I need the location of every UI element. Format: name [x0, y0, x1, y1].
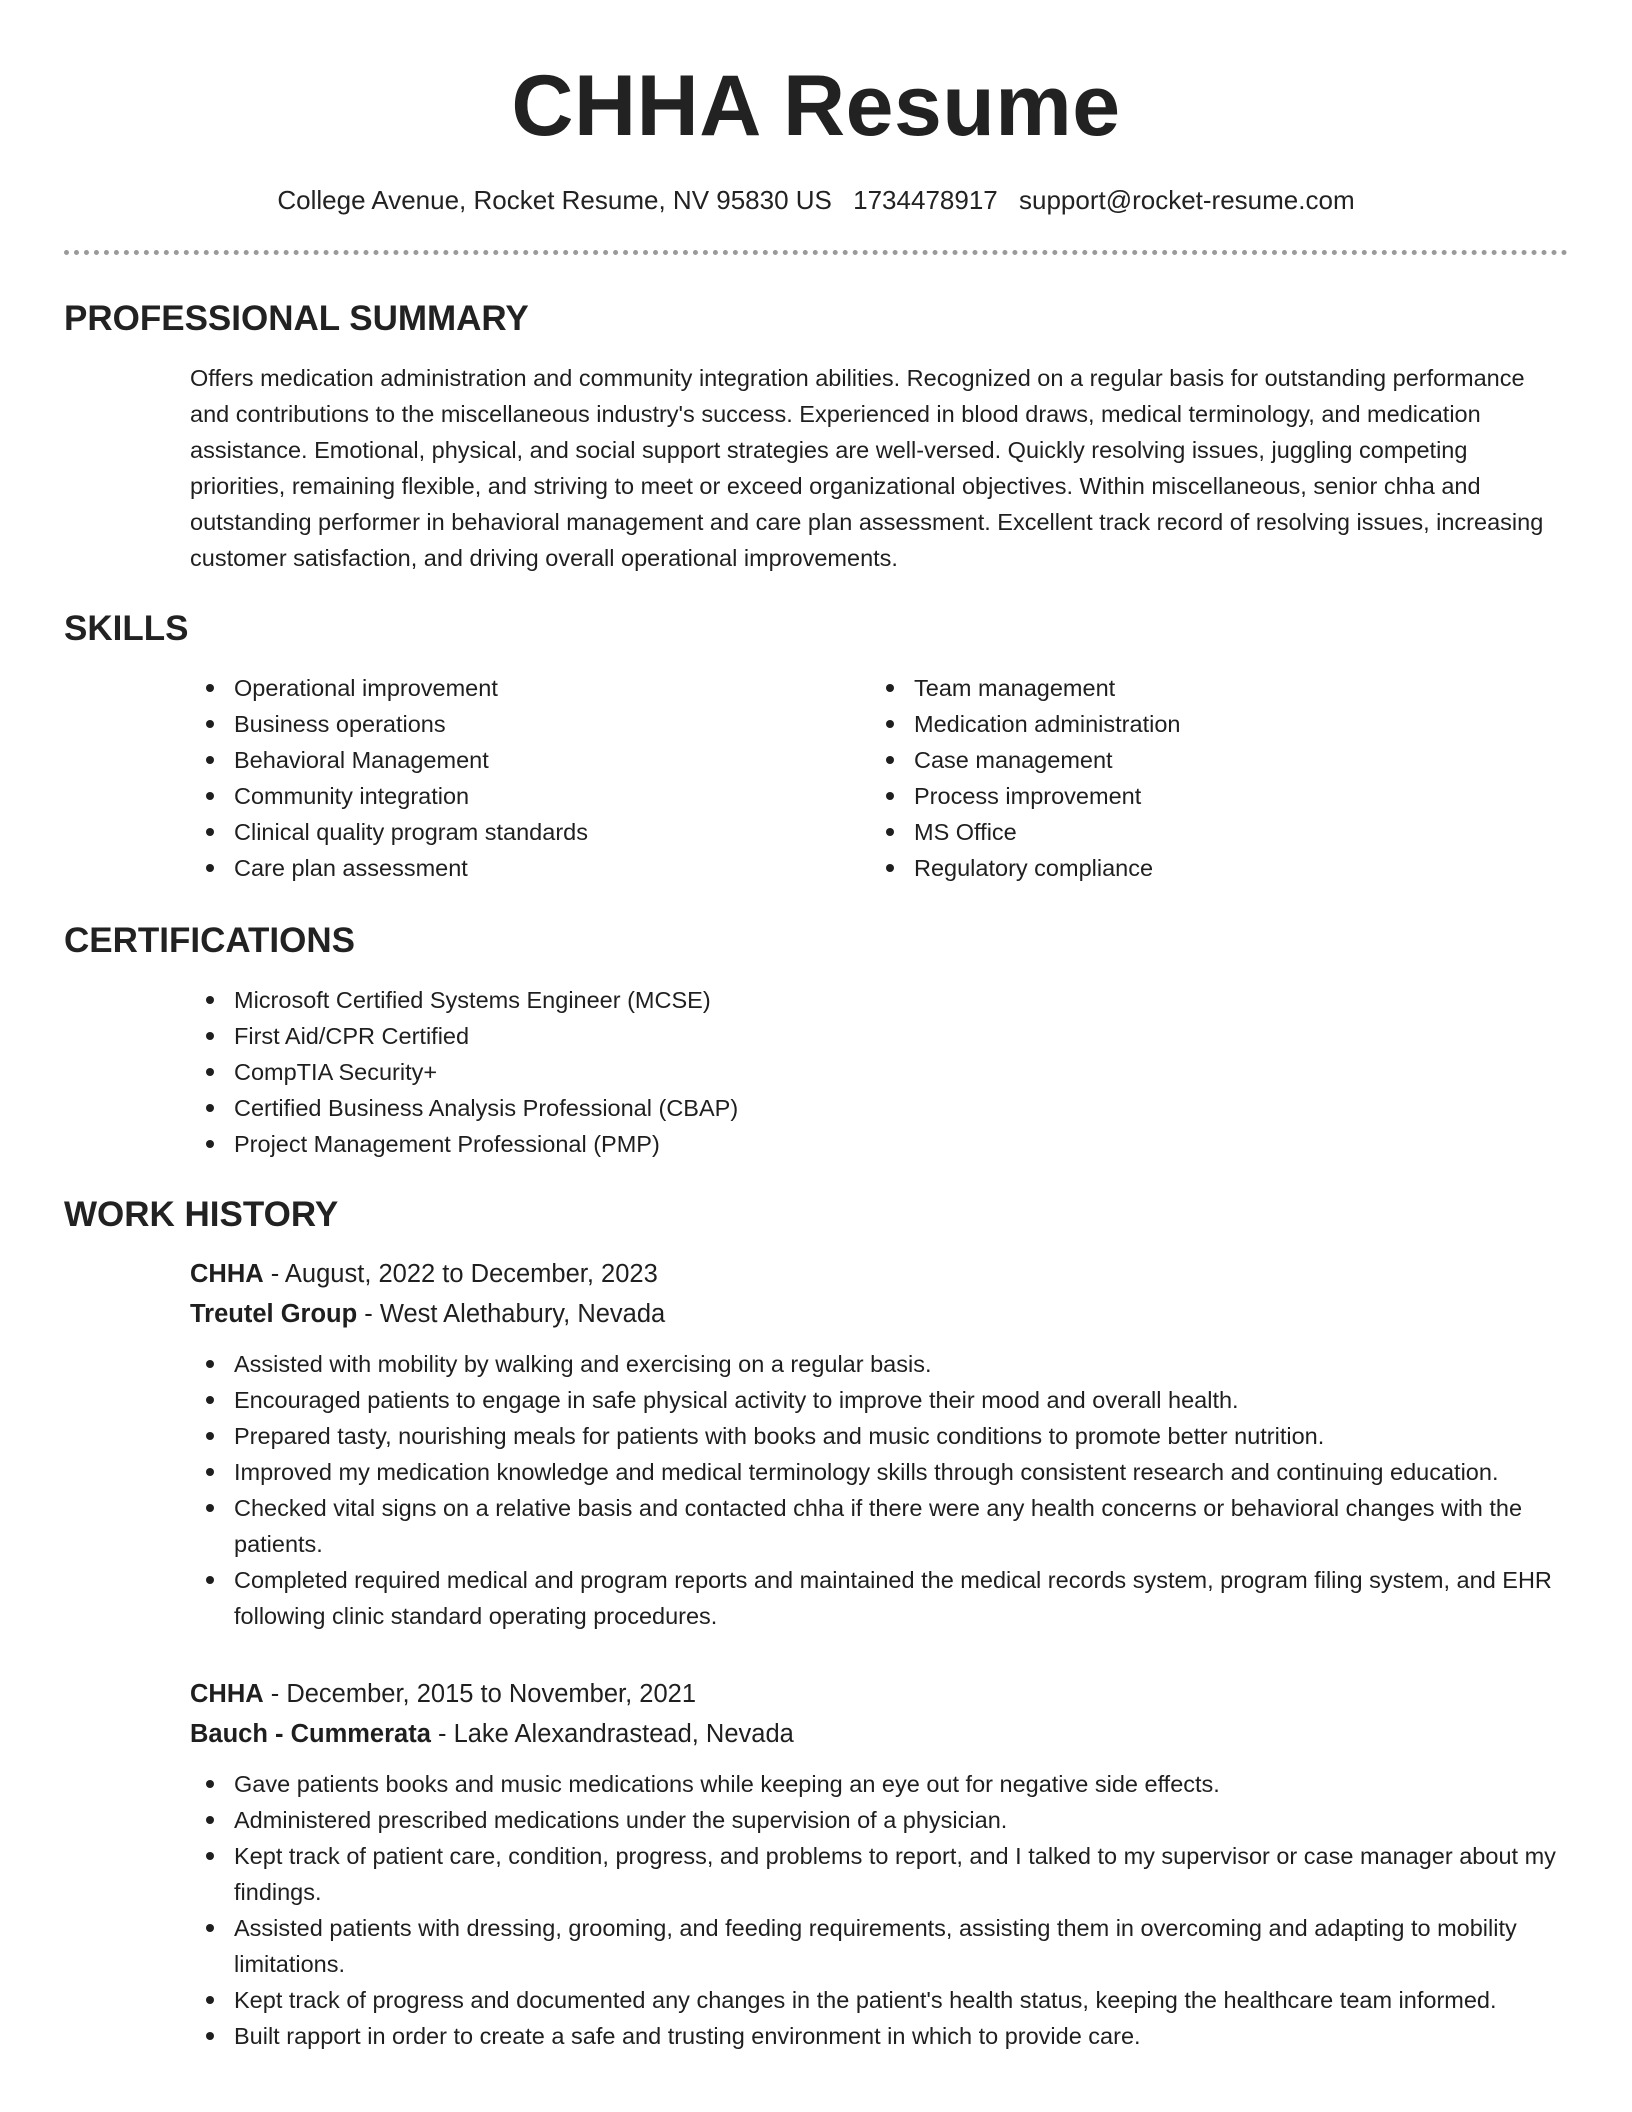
- skills-list-right: [870, 670, 1550, 886]
- job-bullet: Prepared tasty, nourishing meals for patients with books and music conditions to promote better nutrition.: [190, 1418, 1568, 1454]
- certification-item: First Aid/CPR Certified: [190, 1018, 1568, 1054]
- contact-phone: 1734478917: [853, 185, 998, 215]
- job-location: - West Alethabury, Nevada: [357, 1300, 666, 1328]
- job-bullet: Kept track of progress and documented any changes in the patient's health status, keeping the healthcare team informed.: [190, 1982, 1568, 2018]
- job-bullet: Improved my medication knowledge and medical terminology skills through consistent research and continuing education.: [190, 1454, 1568, 1490]
- job-title: CHHA: [190, 1680, 264, 1708]
- certification-item: Project Management Professional (PMP): [190, 1126, 1568, 1162]
- skill-item: Operational improvement: [190, 670, 870, 706]
- job-bullet: Administered prescribed medications under the supervision of a physician.: [190, 1802, 1568, 1838]
- skills-grid: [190, 670, 1568, 886]
- job-bullets: [190, 1346, 1568, 1634]
- skill-item: Team management: [870, 670, 1550, 706]
- skill-item: Business operations: [190, 706, 870, 742]
- job-title: CHHA: [190, 1260, 264, 1288]
- certifications-section: [64, 920, 1568, 1162]
- job-bullets: [190, 1766, 1568, 2054]
- summary-text: Offers medication administration and community integration abilities. Recognized on a regular basis for outstanding performance and contributions to the miscellaneous industry's success. Experienced in blood draws, medical terminology, and medication assistance. Emotional, physical, and social support strategies are well-versed. Quickly resolving issues, juggling competing priorities, remaining flexible, and striving to meet or exceed organizational objectives. Within miscellaneous, senior chha and outstanding performer in behavioral management and care plan assessment. Excellent track record of resolving issues, increasing customer satisfaction, and driving overall operational improvements.: [190, 365, 1544, 571]
- certification-item: CompTIA Security+: [190, 1054, 1568, 1090]
- certification-item: Microsoft Certified Systems Engineer (MCSE): [190, 982, 1568, 1018]
- job-company: Treutel Group: [190, 1300, 358, 1328]
- resume-title: CHHA Resume: [511, 58, 1121, 154]
- skill-item: Regulatory compliance: [870, 850, 1550, 886]
- job-bullet: Assisted patients with dressing, grooming, and feeding requirements, assisting them in overcoming and adapting to mobility limitations.: [190, 1910, 1568, 1982]
- job-dates: - August, 2022 to December, 2023: [263, 1260, 658, 1288]
- skill-item: Community integration: [190, 778, 870, 814]
- skills-heading: SKILLS: [64, 609, 189, 648]
- job-bullet: Kept track of patient care, condition, progress, and problems to report, and I talked to my supervisor or case manager about my findings.: [190, 1838, 1568, 1910]
- skill-item: Case management: [870, 742, 1550, 778]
- skill-item: Behavioral Management: [190, 742, 870, 778]
- skill-item: Process improvement: [870, 778, 1550, 814]
- contact-email: support@rocket-resume.com: [1018, 185, 1355, 215]
- job-company: Bauch - Cummerata: [190, 1720, 431, 1748]
- job-title-line: [190, 1674, 1568, 1714]
- job-bullet: Encouraged patients to engage in safe physical activity to improve their mood and overall health.: [190, 1382, 1568, 1418]
- job-entry: [190, 1674, 1568, 2054]
- certification-item: Certified Business Analysis Professional (CBAP): [190, 1090, 1568, 1126]
- job-title-line: [190, 1254, 1568, 1294]
- job-bullet: Assisted with mobility by walking and exercising on a regular basis.: [190, 1346, 1568, 1382]
- job-location: - Lake Alexandrastead, Nevada: [430, 1720, 794, 1748]
- work-history-heading: WORK HISTORY: [64, 1195, 339, 1234]
- job-bullet: Gave patients books and music medications while keeping an eye out for negative side effects.: [190, 1766, 1568, 1802]
- work-history-section: [64, 1194, 1568, 2054]
- job-dates: - December, 2015 to November, 2021: [263, 1680, 697, 1708]
- skill-item: Care plan assessment: [190, 850, 870, 886]
- certifications-heading: CERTIFICATIONS: [64, 921, 356, 960]
- certifications-list: [190, 982, 1568, 1162]
- contact-line: [0, 184, 1632, 216]
- job-entry: [190, 1254, 1568, 1634]
- job-bullet: Completed required medical and program reports and maintained the medical records system, program filing system, and EHR following clinic standard operating procedures.: [190, 1562, 1568, 1634]
- job-company-line: [190, 1714, 1568, 1754]
- skills-section: [64, 608, 1568, 886]
- skill-item: Medication administration: [870, 706, 1550, 742]
- header-divider: [64, 250, 1568, 255]
- skill-item: MS Office: [870, 814, 1550, 850]
- skills-list-left: [190, 670, 870, 886]
- summary-section: [64, 298, 1568, 576]
- job-bullet: Checked vital signs on a relative basis and contacted chha if there were any health concerns or behavioral changes with the patients.: [190, 1490, 1568, 1562]
- contact-address: College Avenue, Rocket Resume, NV 95830 US: [277, 185, 832, 215]
- job-company-line: [190, 1294, 1568, 1334]
- summary-heading: PROFESSIONAL SUMMARY: [64, 299, 529, 338]
- skill-item: Clinical quality program standards: [190, 814, 870, 850]
- job-bullet: Built rapport in order to create a safe and trusting environment in which to provide care.: [190, 2018, 1568, 2054]
